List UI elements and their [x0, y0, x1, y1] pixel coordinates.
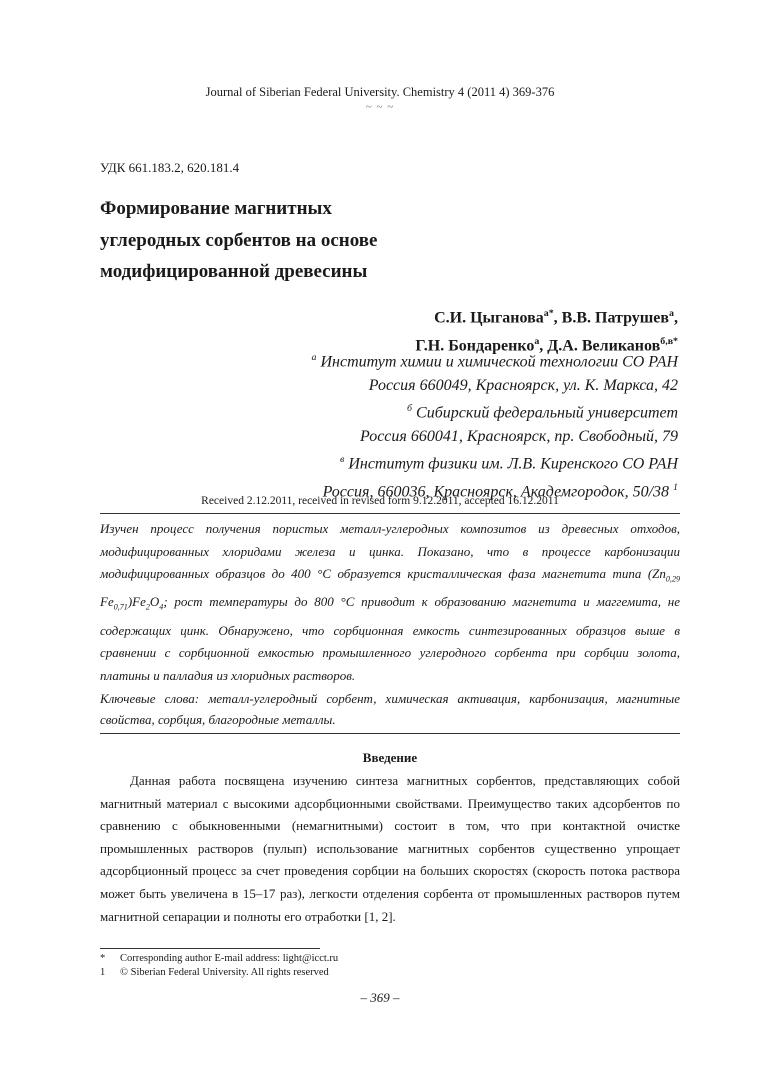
author-name: Г.Н. Бондаренко — [415, 337, 535, 355]
affiliation-line — [312, 346, 678, 374]
author-affil-mark: а — [534, 336, 540, 348]
footnote-text: Corresponding author E-mail address: light@icct.ru — [120, 953, 339, 964]
subscript: 2 — [145, 602, 150, 612]
journal-header: Journal of Siberian Federal University. Chemistry 4 (2011 4) 369-376 — [205, 85, 555, 99]
keywords: Ключевые слова: металл-углеродный сорбент, химическая активация, карбонизация, магнитные свойства, сорбция, благородные металлы. — [100, 691, 680, 727]
author-name: , Д.А. Великанов — [539, 337, 661, 355]
divider — [100, 733, 680, 734]
abstract-text: Изучен процесс получения пористых металл-углеродных композитов из древесных отходов, модифицированных хлоридами железа и цинка. Показано, что в процессе карбонизации модифицированных образцов до 400 °С образуется кристаллическая фаза магнетита типа (Zn — [100, 521, 680, 582]
affiliation-line — [312, 425, 678, 448]
abstract-text: ; рост температуры до 800 °С приводит к образованию магнетита и маггемита, не содержащих цинк. Обнаружено, что сорбционная емкость синтезированных образцов выше в сравнении с сорбционной емкостью промышленного углеродного сорбента при сорбции золота, платины и палладия из хлоридных растворов. — [100, 594, 680, 683]
footnote-text: © Siberian Federal University. All rights reserved — [120, 967, 329, 978]
author-line — [415, 302, 678, 330]
author-separator: , — [674, 309, 678, 327]
abstract-text: O — [149, 594, 160, 610]
affil-mark: а — [311, 352, 317, 363]
title-line: модифицированной древесины — [100, 261, 368, 282]
affil-mark: в — [340, 454, 345, 466]
affil-mark: б — [407, 403, 413, 415]
author-affil-mark: а — [669, 308, 674, 319]
subscript: 0,71 — [113, 602, 128, 612]
abstract — [100, 518, 680, 687]
paper-title — [100, 193, 500, 288]
author-affil-mark: а* — [543, 308, 554, 319]
affil-text: Россия, 660036, Красноярск, Академгородок, 50/38 — [322, 483, 674, 501]
affil-text: Сибирский федеральный университет — [412, 404, 678, 422]
footnote-marker: 1 — [100, 967, 106, 978]
affiliations — [312, 346, 678, 504]
affiliation-line — [312, 448, 678, 476]
author-affil-mark: б,в* — [660, 336, 678, 348]
udk-code: УДК 661.183.2, 620.181.4 — [100, 160, 240, 175]
affil-text: Россия 660041, Красноярск, пр. Свободный, 79 — [360, 427, 678, 445]
affil-text: Институт химии и химической технологии СО РАН — [316, 353, 678, 371]
body-paragraph: Данная работа посвящена изучению синтеза магнитных сорбентов, представляющих собой магнитный материал с высокими адсорбционными свойствами. Преимущество таких адсорбентов по сравнению с обыкновенными (немагнитными) состоит в том, что при контактной очистке промышленных растворов (пулып) использование магнитных сорбентов существенно упрощает адсорбционный процесс за счет проведения сорбции на больших скоростях (скорость потока раствора может быть увеличена в 15–17 раз), легкости отделения сорбента от промышленных растворов путем магнитной сепарации и полноты его отработки [1, 2]. — [100, 773, 680, 924]
affil-text: Институт физики им. Л.В. Киренского СО РАН — [344, 455, 678, 473]
received-dates: Received 2.12.2011, received in revised form 9.12.2011, accepted 16.12.2011 — [201, 495, 559, 507]
footnote-marker: * — [100, 953, 106, 964]
footnote — [100, 952, 338, 966]
title-line: углеродных сорбентов на основе — [100, 229, 378, 251]
footnote-divider — [100, 948, 320, 949]
section-heading: Введение — [362, 750, 418, 765]
affil-text: Россия 660049, Красноярск, ул. К. Маркса, 42 — [368, 376, 678, 394]
abstract-text: Fe — [100, 594, 114, 610]
subscript: 4 — [159, 602, 164, 612]
footnote — [100, 966, 338, 980]
subscript: 0,29 — [665, 574, 680, 584]
divider — [100, 513, 680, 514]
footnotes — [100, 952, 338, 980]
abstract-text: )Fe — [127, 594, 146, 610]
affiliation-line — [312, 397, 678, 425]
author-name: С.И. Цыганова — [434, 309, 544, 327]
header-ornament: ~ ~ ~ — [365, 101, 395, 113]
affiliation-line — [312, 374, 678, 397]
footnote-mark: 1 — [673, 482, 678, 494]
title-line: Формирование магнитных — [100, 198, 332, 219]
page-number: – 369 – — [360, 990, 400, 1005]
author-name: , В.В. Патрушев — [553, 309, 670, 327]
